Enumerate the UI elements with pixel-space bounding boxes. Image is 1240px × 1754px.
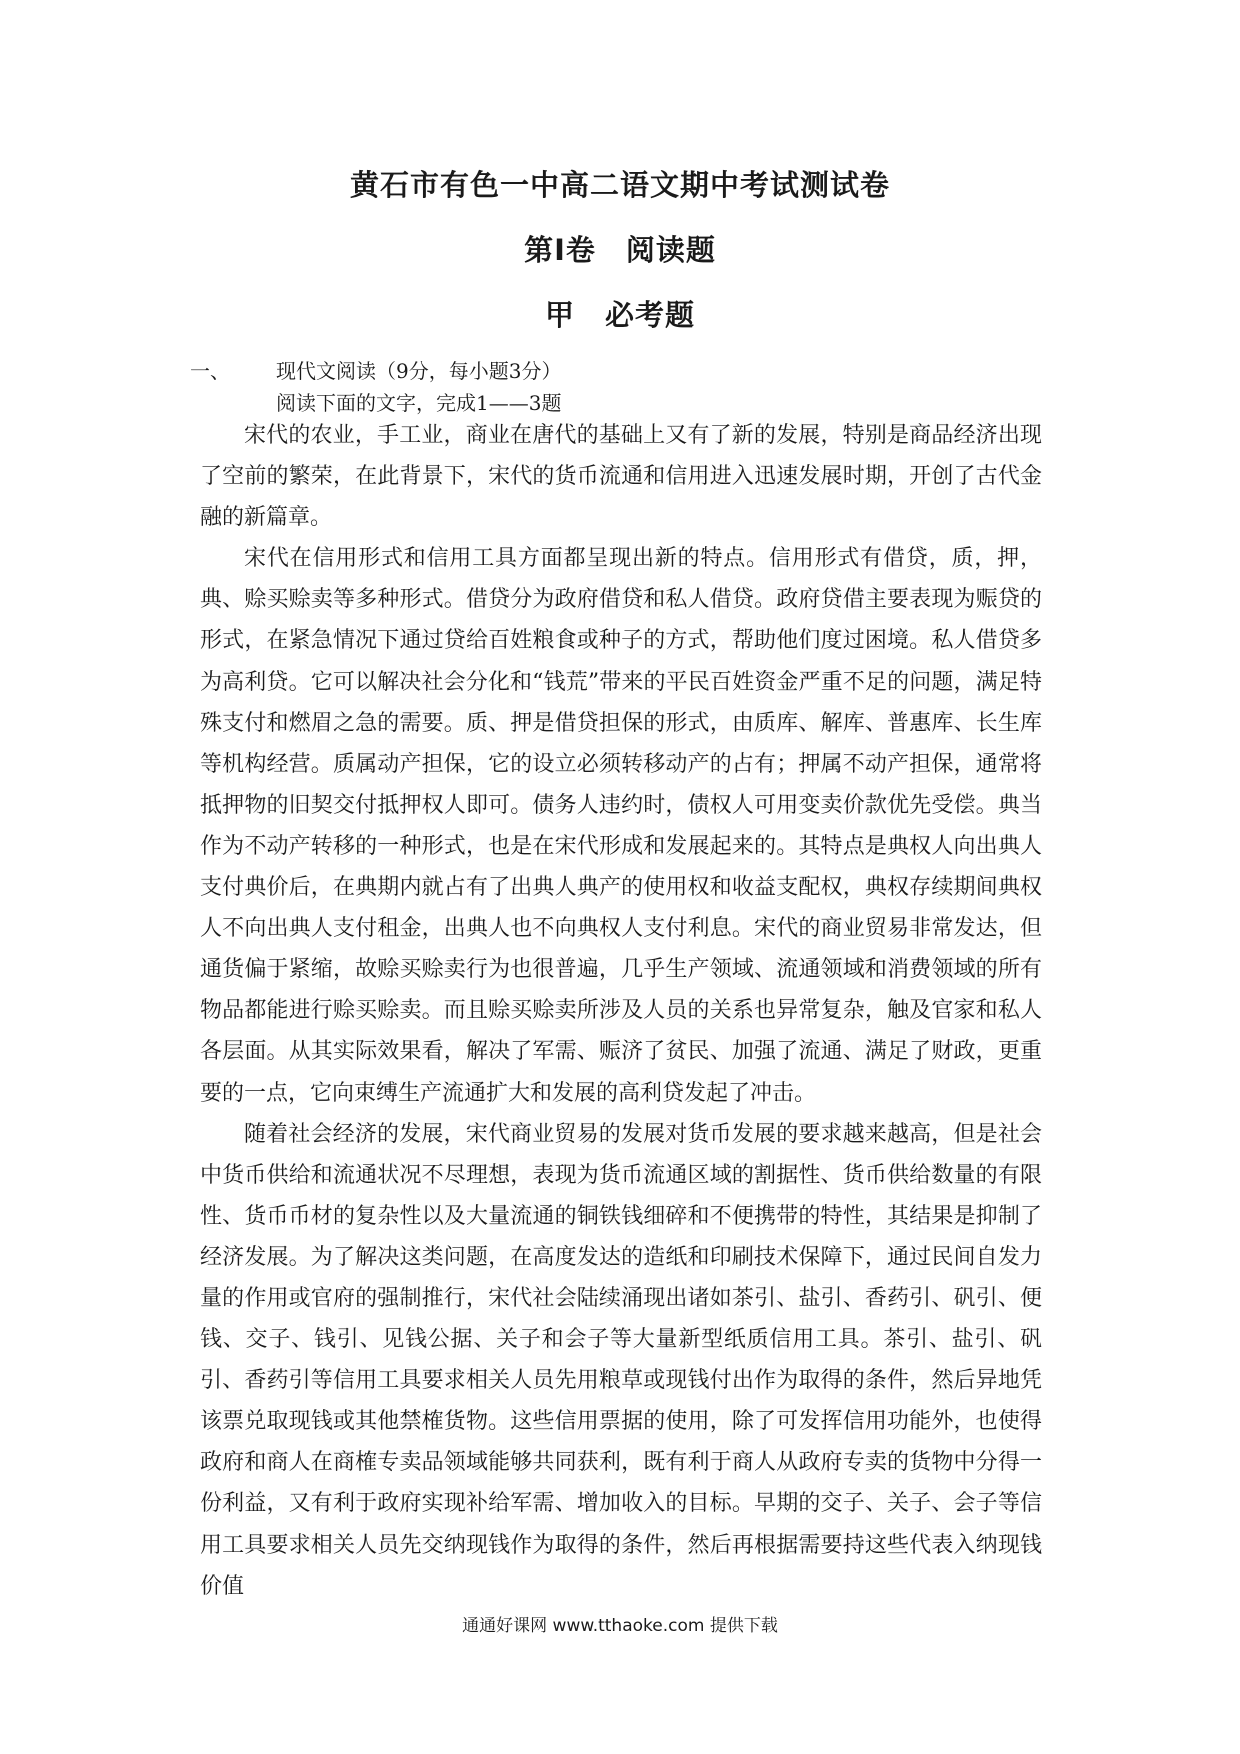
section-title: 甲 必考题 xyxy=(544,298,695,332)
part-one-heading-text: 现代文阅读（9分，每小题3分） xyxy=(276,359,562,383)
passage-paragraph: 宋代在信用形式和信用工具方面都呈现出新的特点。信用形式有借贷，质，押，典、赊买赊卖等多种形式。借贷分为政府借贷和私人借贷。政府贷借主要表现为赈贷的形式，在紧急情况下通过贷给百姓粮食或种子的方式，帮助他们度过困境。私人借贷多为高利贷。它可以解决社会分化和“钱荒”带来的平民百姓资金严重不足的问题，满足特殊支付和燃眉之急的需要。质、押是借贷担保的形式，由质库、解库、普惠库、长生库等机构经营。质属动产担保，它的设立必须转移动产的占有；押属不动产担保，通常将抵押物的旧契交付抵押权人即可。债务人违约时，债权人可用变卖价款优先受偿。典当作为不动产转移的一种形式，也是在宋代形成和发展起来的。其特点是典权人向出典人支付典价后，在典期内就占有了出典人典产的使用权和收益支配权，典权存续期间典权人不向出典人支付租金，出典人也不向典权人支付利息。宋代的商业贸易非常发达，但通货偏于紧缩，故赊买赊卖行为也很普遍，几乎生产领域、流通领域和消费领域的所有物品都能进行赊买赊卖。而且赊买赊卖所涉及人员的关系也异常复杂，触及官家和私人各层面。从其实际效果看，解决了军需、赈济了贫民、加强了流通、满足了财政，更重要的一点，它向束缚生产流通扩大和发展的高利贷发起了冲击。 xyxy=(200,546,1042,1106)
part-one-number: 一、 xyxy=(190,359,230,383)
part-one-heading xyxy=(190,355,561,384)
part-one-instruction: 阅读下面的文字，完成1——3题 xyxy=(276,391,562,415)
passage-paragraph: 随着社会经济的发展，宋代商业贸易的发展对货币发展的要求越来越高，但是社会中货币供给和流通状况不尽理想，表现为货币流通区域的割据性、货币供给数量的有限性、货币币材的复杂性以及大量流通的铜铁钱细碎和不便携带的特性，其结果是抑制了经济发展。为了解决这类问题，在高度发达的造纸和印刷技术保障下，通过民间自发力量的作用或官府的强制推行，宋代社会陆续涌现出诸如茶引、盐引、香药引、矾引、便钱、交子、钱引、见钱公据、关子和会子等大量新型纸质信用工具。茶引、盐引、矾引、香药引等信用工具要求相关人员先用粮草或现钱付出作为取得的条件，然后异地凭该票兑取现钱或其他禁榷货物。这些信用票据的使用，除了可发挥信用功能外，也使得政府和商人在商榷专卖品领域能够共同获利，既有利于商人从政府专卖的货物中分得一份利益，又有利于政府实现补给军需、增加收入的目标。早期的交子、关子、会子等信用工具要求相关人员先交纳现钱作为取得的条件，然后再根据需要持这些代表入纳现钱价值 xyxy=(200,1121,1042,1599)
exam-title: 黄石市有色一中高二语文期中考试测试卷 xyxy=(349,168,890,202)
volume-title: 第Ⅰ卷 阅读题 xyxy=(524,233,716,267)
passage-paragraph: 宋代的农业，手工业，商业在唐代的基础上又有了新的发展，特别是商品经济出现了空前的繁荣，在此背景下，宋代的货币流通和信用进入迅速发展时期，开创了古代金融的新篇章。 xyxy=(200,423,1042,531)
reading-passage xyxy=(200,415,1042,1607)
footer-source: 通通好课网 www.tthaoke.com 提供下载 xyxy=(462,1616,778,1636)
